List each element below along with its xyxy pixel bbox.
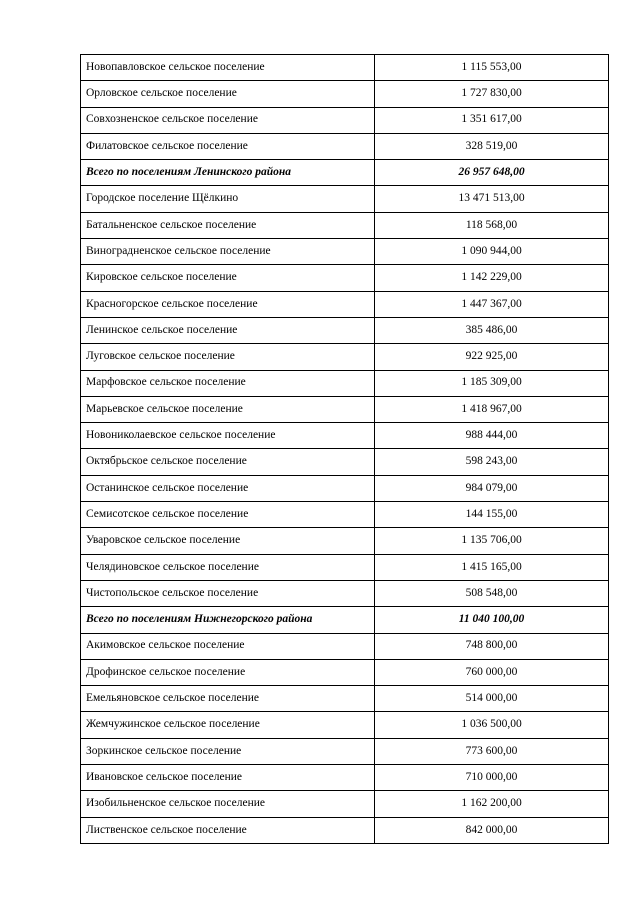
table-row bbox=[81, 449, 609, 475]
table-row bbox=[81, 580, 609, 606]
amount-cell: 842 000,00 bbox=[375, 817, 609, 843]
amount-cell: 760 000,00 bbox=[375, 659, 609, 685]
table-row bbox=[81, 791, 609, 817]
table-row bbox=[81, 817, 609, 843]
table-row bbox=[81, 317, 609, 343]
table-row bbox=[81, 528, 609, 554]
settlement-name-cell: Акимовское сельское поселение bbox=[81, 633, 375, 659]
table-row bbox=[81, 291, 609, 317]
settlement-name-cell: Городское поселение Щёлкино bbox=[81, 186, 375, 212]
amount-cell: 13 471 513,00 bbox=[375, 186, 609, 212]
settlement-name-cell: Новопавловское сельское поселение bbox=[81, 55, 375, 81]
settlement-budget-table bbox=[80, 54, 609, 844]
settlement-name-cell: Ивановское сельское поселение bbox=[81, 765, 375, 791]
amount-cell: 598 243,00 bbox=[375, 449, 609, 475]
total-label-cell: Всего по поселениям Нижнегорского района bbox=[81, 607, 375, 633]
settlement-name-cell: Батальненское сельское поселение bbox=[81, 212, 375, 238]
table-row bbox=[81, 239, 609, 265]
table-row bbox=[81, 55, 609, 81]
settlement-name-cell: Октябрьское сельское поселение bbox=[81, 449, 375, 475]
amount-cell: 328 519,00 bbox=[375, 133, 609, 159]
table-row bbox=[81, 186, 609, 212]
settlement-name-cell: Челядиновское сельское поселение bbox=[81, 554, 375, 580]
table-row bbox=[81, 554, 609, 580]
table-total-row bbox=[81, 607, 609, 633]
settlement-name-cell: Марьевское сельское поселение bbox=[81, 396, 375, 422]
table-total-row bbox=[81, 160, 609, 186]
amount-cell: 1 115 553,00 bbox=[375, 55, 609, 81]
settlement-name-cell: Дрофинское сельское поселение bbox=[81, 659, 375, 685]
table-row bbox=[81, 686, 609, 712]
table-row bbox=[81, 344, 609, 370]
amount-cell: 922 925,00 bbox=[375, 344, 609, 370]
settlement-name-cell: Зоркинское сельское поселение bbox=[81, 738, 375, 764]
settlement-name-cell: Марфовское сельское поселение bbox=[81, 370, 375, 396]
settlement-name-cell: Изобильненское сельское поселение bbox=[81, 791, 375, 817]
amount-cell: 773 600,00 bbox=[375, 738, 609, 764]
amount-cell: 508 548,00 bbox=[375, 580, 609, 606]
amount-cell: 118 568,00 bbox=[375, 212, 609, 238]
amount-cell: 1 415 165,00 bbox=[375, 554, 609, 580]
total-label-cell: Всего по поселениям Ленинского района bbox=[81, 160, 375, 186]
table-row bbox=[81, 133, 609, 159]
settlement-name-cell: Жемчужинское сельское поселение bbox=[81, 712, 375, 738]
settlement-name-cell: Чистопольское сельское поселение bbox=[81, 580, 375, 606]
amount-cell: 514 000,00 bbox=[375, 686, 609, 712]
settlement-name-cell: Кировское сельское поселение bbox=[81, 265, 375, 291]
amount-cell: 144 155,00 bbox=[375, 502, 609, 528]
amount-cell: 984 079,00 bbox=[375, 475, 609, 501]
settlement-name-cell: Филатовское сельское поселение bbox=[81, 133, 375, 159]
settlement-name-cell: Емельяновское сельское поселение bbox=[81, 686, 375, 712]
settlement-name-cell: Орловское сельское поселение bbox=[81, 81, 375, 107]
amount-cell: 988 444,00 bbox=[375, 423, 609, 449]
table-row bbox=[81, 633, 609, 659]
amount-cell: 1 090 944,00 bbox=[375, 239, 609, 265]
amount-cell: 1 036 500,00 bbox=[375, 712, 609, 738]
amount-cell: 1 185 309,00 bbox=[375, 370, 609, 396]
settlement-name-cell: Ленинское сельское поселение bbox=[81, 317, 375, 343]
settlement-name-cell: Красногорское сельское поселение bbox=[81, 291, 375, 317]
table-row bbox=[81, 423, 609, 449]
table-body bbox=[81, 55, 609, 844]
table-row bbox=[81, 81, 609, 107]
settlement-name-cell: Лиственское сельское поселение bbox=[81, 817, 375, 843]
amount-cell: 1 142 229,00 bbox=[375, 265, 609, 291]
table-row bbox=[81, 396, 609, 422]
settlement-name-cell: Виноградненское сельское поселение bbox=[81, 239, 375, 265]
amount-cell: 1 351 617,00 bbox=[375, 107, 609, 133]
table-row bbox=[81, 107, 609, 133]
amount-cell: 710 000,00 bbox=[375, 765, 609, 791]
table-row bbox=[81, 765, 609, 791]
table-row bbox=[81, 370, 609, 396]
amount-cell: 385 486,00 bbox=[375, 317, 609, 343]
table-row bbox=[81, 712, 609, 738]
amount-cell: 1 418 967,00 bbox=[375, 396, 609, 422]
settlement-name-cell: Останинское сельское поселение bbox=[81, 475, 375, 501]
settlement-name-cell: Семисотское сельское поселение bbox=[81, 502, 375, 528]
amount-cell: 1 727 830,00 bbox=[375, 81, 609, 107]
amount-cell: 1 162 200,00 bbox=[375, 791, 609, 817]
settlement-name-cell: Луговское сельское поселение bbox=[81, 344, 375, 370]
total-amount-cell: 11 040 100,00 bbox=[375, 607, 609, 633]
table-row bbox=[81, 475, 609, 501]
table-row bbox=[81, 659, 609, 685]
settlement-name-cell: Новониколаевское сельское поселение bbox=[81, 423, 375, 449]
settlement-name-cell: Совхозненское сельское поселение bbox=[81, 107, 375, 133]
table-row bbox=[81, 502, 609, 528]
settlement-name-cell: Уваровское сельское поселение bbox=[81, 528, 375, 554]
amount-cell: 748 800,00 bbox=[375, 633, 609, 659]
table-row bbox=[81, 212, 609, 238]
amount-cell: 1 135 706,00 bbox=[375, 528, 609, 554]
total-amount-cell: 26 957 648,00 bbox=[375, 160, 609, 186]
amount-cell: 1 447 367,00 bbox=[375, 291, 609, 317]
table-row bbox=[81, 265, 609, 291]
table-row bbox=[81, 738, 609, 764]
